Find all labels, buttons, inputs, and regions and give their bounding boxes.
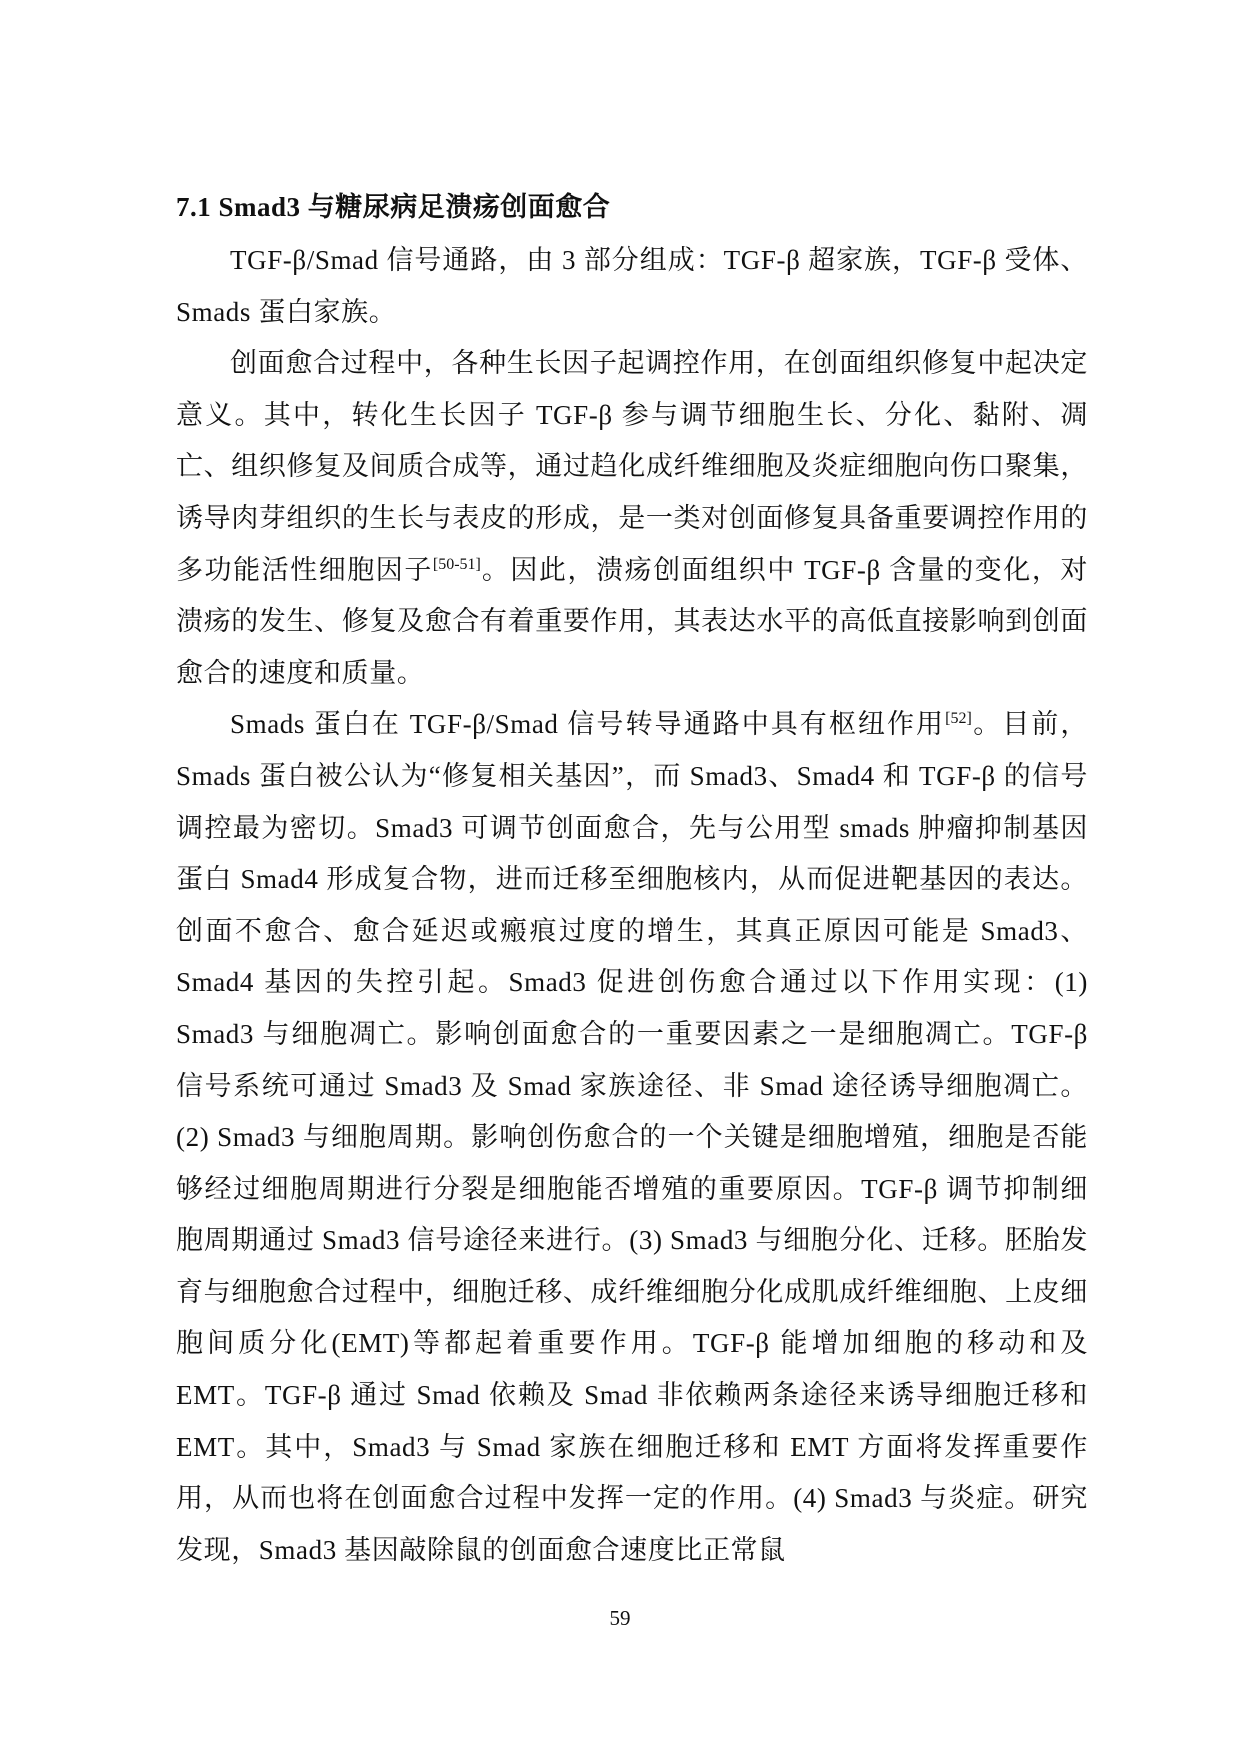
paragraph-text: 。目前，Smads 蛋白被公认为“修复相关基因”，而 Smad3、Smad4 和 TGF-β 的信号调控最为密切。Smad3 可调节创面愈合，先与公用型 smads 肿瘤抑制基因蛋白 Smad4 形成复合物，进而迁移至细胞核内，从而促进靶基因的表达。创面不愈合、愈合延迟或瘢痕过度的增生，其真正原因可能是 Smad3、Smad4 基因的失控引起。Smad3 促进创伤愈合通过以下作用实现：(1) Smad3 与细胞凋亡。影响创面愈合的一重要因素之一是细胞凋亡。TGF-β 信号系统可通过 Smad3 及 Smad 家族途径、非 Smad 途径诱导细胞凋亡。(2) Smad3 与细胞周期。影响创伤愈合的一个关键是细胞增殖，细胞是否能够经过细胞周期进行分裂是细胞能否增殖的重要原因。TGF-β 调节抑制细胞周期通过 Smad3 信号途径来进行。(3) Smad3 与细胞分化、迁移。胚胎发育与细胞愈合过程中，细胞迁移、成纤维细胞分化成肌成纤维细胞、上皮细胞间质分化(EMT)等都起着重要作用。TGF-β 能增加细胞的移动和及 EMT。TGF-β 通过 Smad 依赖及 Smad 非依赖两条途径来诱导细胞迁移和 EMT。其中，Smad3 与 Smad 家族在细胞迁移和 EMT 方面将发挥重要作用，从而也将在创面愈合过程中发挥一定的作用。(4) Smad3 与炎症。研究发现，Smad3 基因敲除鼠的创面愈合速度比正常鼠 [176,709,1088,1565]
paragraph-text: 。因此，溃疡创面组织中 TGF-β 含量的变化，对溃疡的发生、修复及愈合有着重要作用，其表达水平的高低直接影响到创面愈合的速度和质量。 [176,554,1088,688]
paragraph-growth-factors [176,338,1088,699]
paragraph-smads-protein [176,699,1088,1576]
paragraph-text: TGF-β/Smad 信号通路，由 3 部分组成：TGF-β 超家族，TGF-β 受体、Smads 蛋白家族。 [176,245,1088,327]
paragraph-text: Smads 蛋白在 TGF-β/Smad 信号转导通路中具有枢纽作用 [230,709,946,740]
section-heading: 7.1 Smad3 与糖尿病足溃疡创面愈合 [176,192,611,222]
page-content [176,185,1088,1576]
citation-reference: [52] [945,710,972,728]
paragraph-tgf-pathway [176,235,1088,338]
paragraph-text: 创面愈合过程中，各种生长因子起调控作用，在创面组织修复中起决定意义。其中，转化生长因子 TGF-β 参与调节细胞生长、分化、黏附、凋亡、组织修复及间质合成等，通过趋化成纤维细胞及炎症细胞向伤口聚集，诱导肉芽组织的生长与表皮的形成，是一类对创面修复具备重要调控作用的多功能活性细胞因子 [176,348,1088,585]
citation-reference: [50-51] [432,555,481,573]
page-number: 59 [609,1606,631,1630]
